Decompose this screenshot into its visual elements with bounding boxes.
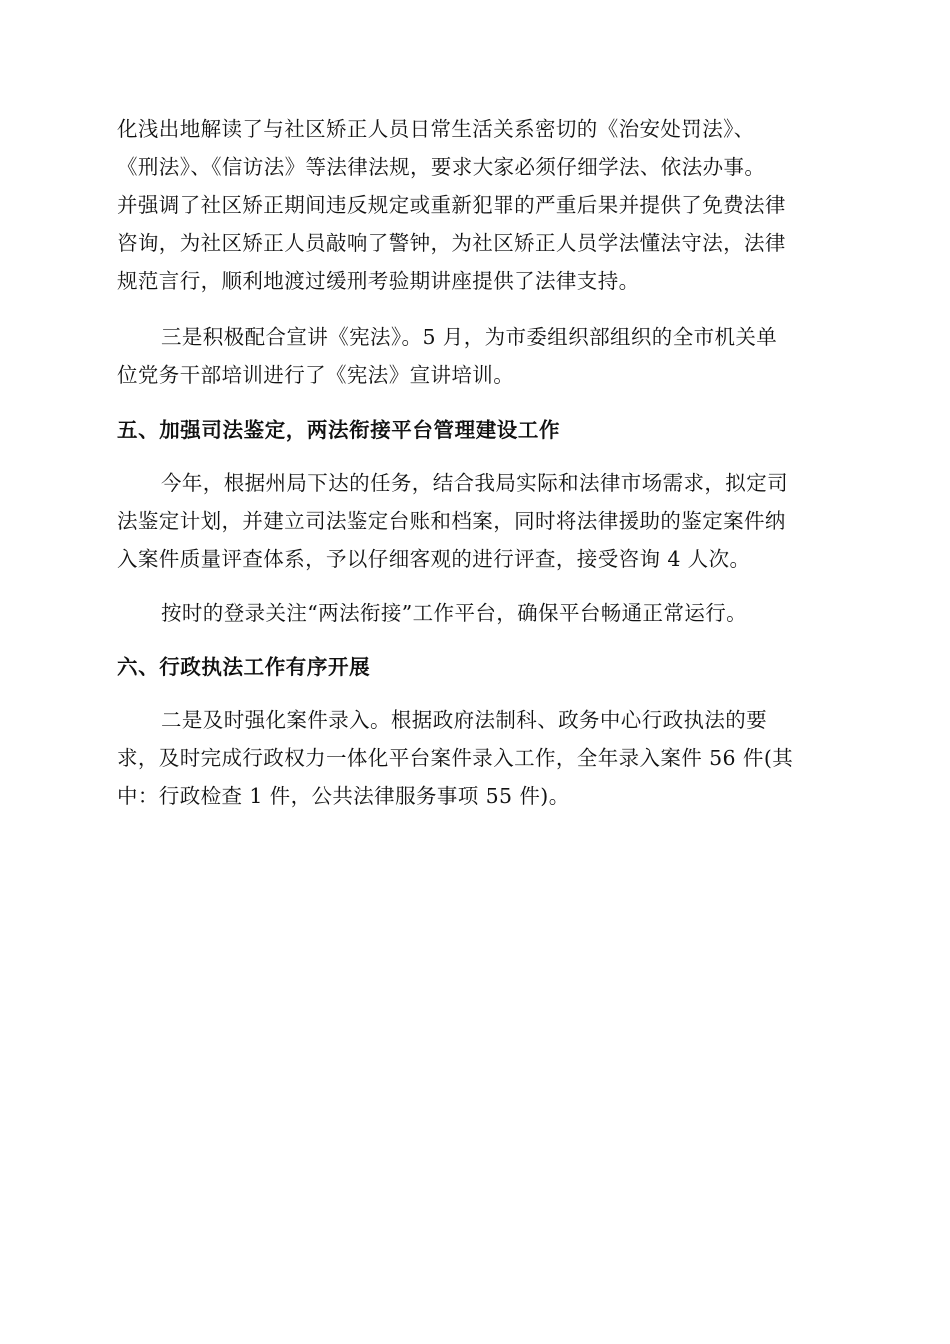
paragraph-platform-login bbox=[117, 594, 833, 632]
paragraph-line: 求，及时完成行政权力一体化平台案件录入工作，全年录入案件 56 件(其 bbox=[117, 746, 794, 770]
paragraph-judicial-appraisal-plan bbox=[117, 464, 833, 578]
section-heading-administrative-enforcement: 六、行政执法工作有序开展 bbox=[117, 655, 371, 679]
section-heading-judicial-appraisal: 五、加强司法鉴定，两法衔接平台管理建设工作 bbox=[117, 418, 561, 442]
paragraph-line: 法鉴定计划，并建立司法鉴定台账和档案，同时将法律援助的鉴定案件纳 bbox=[117, 509, 786, 533]
paragraph-constitution-lecture bbox=[117, 318, 833, 394]
paragraph-line: 化浅出地解读了与社区矫正人员日常生活关系密切的《治安处罚法》、 bbox=[117, 117, 755, 141]
paragraph-line: 二是及时强化案件录入。根据政府法制科、政务中心行政执法的要 bbox=[161, 708, 768, 732]
paragraph-line: 中：行政检查 1 件，公共法律服务事项 55 件)。 bbox=[117, 784, 570, 808]
paragraph-line: 入案件质量评查体系，予以仔细客观的进行评查，接受咨询 4 人次。 bbox=[117, 547, 751, 571]
paragraph-line: 规范言行，顺利地渡过缓刑考验期讲座提供了法律支持。 bbox=[117, 269, 640, 293]
paragraph-line: 《刑法》、《信访法》等法律法规，要求大家必须仔细学法、依法办事。 bbox=[117, 155, 766, 179]
paragraph-line: 位党务干部培训进行了《宪法》宣讲培训。 bbox=[117, 363, 515, 387]
paragraph-community-correction-lecture bbox=[117, 110, 833, 300]
paragraph-line: 咨询，为社区矫正人员敲响了警钟，为社区矫正人员学法懂法守法，法律 bbox=[117, 231, 786, 255]
paragraph-case-entry bbox=[117, 701, 833, 815]
paragraph-line: 今年，根据州局下达的任务，结合我局实际和法律市场需求，拟定司 bbox=[161, 471, 788, 495]
paragraph-line: 按时的登录关注“两法衔接”工作平台，确保平台畅通正常运行。 bbox=[161, 601, 748, 625]
paragraph-line: 并强调了社区矫正期间违反规定或重新犯罪的严重后果并提供了免费法律 bbox=[117, 193, 786, 217]
paragraph-line: 三是积极配合宣讲《宪法》。5 月，为市委组织部组织的全市机关单 bbox=[161, 325, 778, 349]
